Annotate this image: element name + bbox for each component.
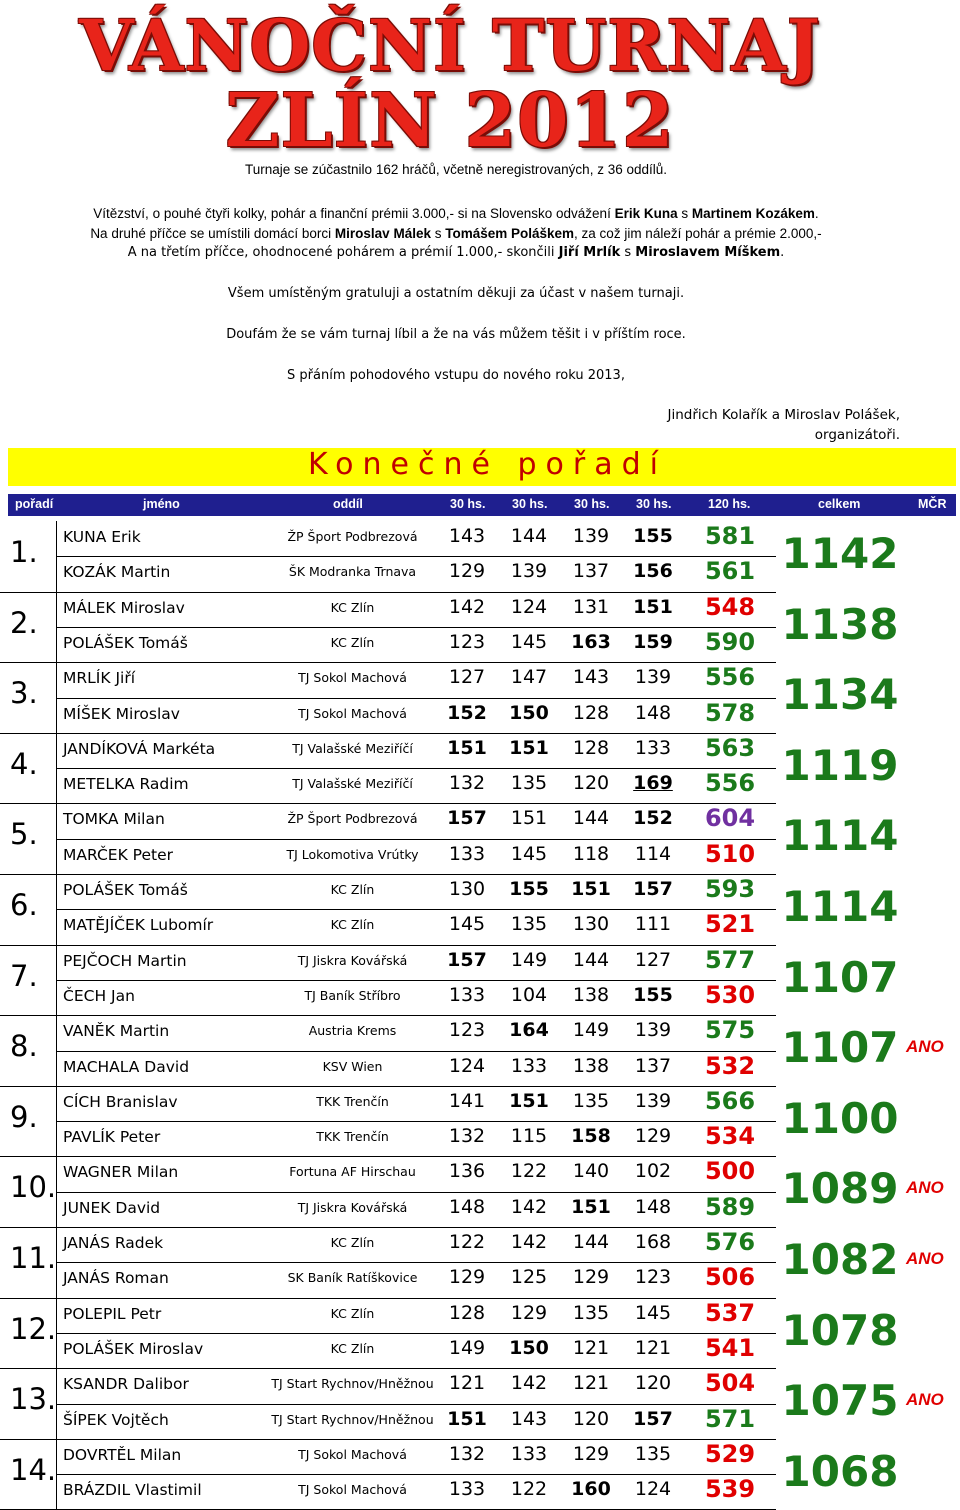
round-score: 148 xyxy=(448,1195,486,1218)
round-score: 135 xyxy=(572,1089,610,1112)
round-score: 142 xyxy=(510,1372,548,1395)
organizers xyxy=(650,405,900,445)
player-total: 504 xyxy=(704,1369,756,1398)
round-score: 122 xyxy=(510,1160,548,1183)
player-total: 534 xyxy=(704,1122,756,1151)
round-score: 128 xyxy=(448,1301,486,1324)
round-score: 141 xyxy=(448,1089,486,1112)
round-score: 144 xyxy=(572,807,610,830)
round-score: 114 xyxy=(634,842,672,865)
player-club: TJ Lokomotiva Vrútky xyxy=(286,846,419,862)
round-score: 144 xyxy=(572,1231,610,1253)
round-score: 128 xyxy=(572,736,610,759)
team-grand-total: 1107 xyxy=(781,1023,899,1073)
round-score: 143 xyxy=(448,525,486,547)
team-rank: 14. xyxy=(10,1452,57,1487)
round-score: 133 xyxy=(448,842,486,865)
player-total: 563 xyxy=(704,733,756,762)
round-score: 115 xyxy=(510,1125,548,1148)
player-name: POLÁŠEK Tomáš xyxy=(63,881,188,899)
round-score: 131 xyxy=(572,595,610,618)
player-total: 530 xyxy=(704,980,756,1009)
player-name: MATĚJÍČEK Lubomír xyxy=(63,916,214,935)
round-score: 139 xyxy=(510,560,548,583)
intro-line-6: Doufám že se vám turnaj líbil a že na vás můžem těšit i v příštím roce. xyxy=(226,327,686,342)
round-score: 129 xyxy=(510,1301,548,1324)
team-rank: 7. xyxy=(10,958,38,993)
team-rank: 5. xyxy=(10,817,38,852)
team-grand-total: 1078 xyxy=(781,1305,899,1355)
round-score: 132 xyxy=(448,1442,486,1465)
team-grand-total: 1068 xyxy=(781,1446,899,1496)
round-score: 144 xyxy=(510,525,548,547)
player-club: KC Zlín xyxy=(330,599,375,615)
team-divider xyxy=(0,874,776,875)
round-score: 120 xyxy=(634,1372,672,1395)
intro-line-3: Na druhé příčce se umístili domácí borci Miroslav Málek s Tomášem Poláškem, za což jim náleží pohár a prémie 2.000,- xyxy=(90,226,822,241)
player-name: POLÁŠEK Tomáš xyxy=(63,633,188,652)
header-round-4: 30 hs. xyxy=(636,497,672,511)
player-name: DOVRTĚL Milan xyxy=(63,1445,182,1464)
player-club: ŠK Modranka Trnava xyxy=(288,564,417,580)
player-name: KUNA Erik xyxy=(63,528,141,546)
title-line-1: VÁNOČNÍ TURNAJ xyxy=(79,4,821,87)
header-club: oddíl xyxy=(333,497,363,511)
team-rank: 4. xyxy=(10,746,38,781)
player-name: PEJČOCH Martin xyxy=(63,951,187,970)
player-name: MRLÍK Jiří xyxy=(63,669,135,688)
intro-line-1: Turnaje se zúčastnilo 162 hráčů, včetně neregistrovaných, z 36 oddílů. xyxy=(245,162,667,177)
round-score: 130 xyxy=(448,878,486,900)
team-rank: 3. xyxy=(10,676,38,711)
intro-line-2: Vítězství, o pouhé čtyři kolky, pohár a finanční prémii 3.000,- si na Slovensko odvážení Erik Kuna s Martinem Kozákem. xyxy=(93,206,819,221)
player-club: TJ Sokol Machová xyxy=(298,670,407,686)
header-grand-total: celkem xyxy=(818,497,861,511)
round-score: 135 xyxy=(634,1442,672,1465)
row-divider xyxy=(56,980,776,981)
team-grand-total: 1119 xyxy=(781,740,899,790)
round-score: 111 xyxy=(634,913,672,936)
round-score: 121 xyxy=(572,1372,610,1395)
player-name: MÍŠEK Miroslav xyxy=(63,704,180,723)
team-rank: 11. xyxy=(10,1241,57,1275)
title-line-2: ZLÍN 2012 xyxy=(225,78,675,164)
round-score: 160 xyxy=(571,1478,611,1501)
round-score: 149 xyxy=(510,948,548,971)
player-total: 510 xyxy=(704,839,756,868)
player-club: Austria Krems xyxy=(308,1023,397,1039)
team-divider xyxy=(0,945,776,946)
row-divider xyxy=(56,768,776,769)
player-total: 541 xyxy=(704,1333,756,1362)
row-divider xyxy=(56,1192,776,1193)
round-score: 139 xyxy=(572,525,610,547)
player-total: 578 xyxy=(704,698,756,727)
round-score: 143 xyxy=(572,666,610,689)
round-score: 125 xyxy=(510,1266,548,1289)
player-club: TJ Start Rychnov/Hněžnou xyxy=(271,1411,434,1427)
player-total: 556 xyxy=(704,769,756,798)
round-score: 157 xyxy=(447,807,487,830)
round-score: 129 xyxy=(572,1442,610,1465)
round-score: 137 xyxy=(634,1054,672,1077)
player-name: MARČEK Peter xyxy=(63,845,173,864)
player-name: KOZÁK Martin xyxy=(63,563,171,582)
round-score: 123 xyxy=(634,1266,672,1289)
round-score: 148 xyxy=(634,1195,672,1218)
row-divider xyxy=(56,1051,776,1052)
team-divider xyxy=(0,1439,776,1440)
player-total: 576 xyxy=(704,1228,756,1256)
team-grand-total: 1142 xyxy=(781,529,899,578)
player-club: Fortuna AF Hirschau xyxy=(289,1164,416,1180)
organizers-role: organizátoři. xyxy=(814,427,900,443)
player-name: METELKA Radim xyxy=(63,775,189,794)
player-name: ŠÍPEK Vojtěch xyxy=(63,1410,169,1429)
round-score: 164 xyxy=(509,1019,549,1042)
mcr-flag: ANO xyxy=(906,1037,944,1057)
row-divider xyxy=(56,1404,776,1405)
round-score: 124 xyxy=(448,1054,486,1077)
mcr-flag: ANO xyxy=(906,1390,944,1410)
round-score: 144 xyxy=(572,948,610,971)
team-rank: 10. xyxy=(10,1170,57,1205)
team-grand-total: 1134 xyxy=(781,670,899,720)
intro-line-7: S přáním pohodového vstupu do nového roku 2013, xyxy=(287,368,625,383)
player-club: KC Zlín xyxy=(330,917,375,933)
round-score: 151 xyxy=(571,1195,611,1218)
header-round-2: 30 hs. xyxy=(512,497,548,511)
player-total: 566 xyxy=(704,1086,756,1115)
player-total: 539 xyxy=(704,1475,756,1504)
player-club: KC Zlín xyxy=(330,1235,375,1250)
team-grand-total: 1082 xyxy=(781,1235,899,1284)
mcr-flag: ANO xyxy=(906,1249,944,1268)
player-club: SK Baník Ratíškovice xyxy=(287,1270,418,1286)
player-total: 500 xyxy=(704,1157,756,1186)
round-score: 149 xyxy=(572,1019,610,1042)
player-total: 532 xyxy=(704,1051,756,1080)
player-club: ŽP Šport Podbrezová xyxy=(287,811,418,827)
round-score: 123 xyxy=(448,630,486,653)
team-grand-total: 1138 xyxy=(781,599,899,649)
round-score: 157 xyxy=(447,948,487,971)
round-score: 152 xyxy=(633,807,673,830)
header-name: jméno xyxy=(143,497,180,511)
player-name: ČECH Jan xyxy=(63,986,135,1005)
round-score: 145 xyxy=(510,842,548,865)
mcr-flag: ANO xyxy=(906,1178,944,1198)
round-score: 150 xyxy=(509,701,549,724)
player-name: JANÁS Radek xyxy=(63,1234,164,1252)
round-score: 138 xyxy=(572,983,610,1006)
player-name: POLÁŠEK Miroslav xyxy=(63,1339,204,1358)
player-total: 593 xyxy=(704,875,756,903)
player-club: TJ Jiskra Kovářská xyxy=(297,1199,408,1215)
round-score: 163 xyxy=(571,630,611,653)
row-divider xyxy=(56,1262,776,1263)
player-total: 561 xyxy=(704,557,756,586)
round-score: 151 xyxy=(633,595,673,618)
round-score: 127 xyxy=(634,948,672,971)
round-score: 124 xyxy=(634,1478,672,1501)
team-divider xyxy=(0,1015,776,1016)
round-score: 145 xyxy=(448,913,486,936)
round-score: 139 xyxy=(634,1019,672,1042)
player-name: MÁLEK Miroslav xyxy=(63,598,185,617)
banner-title: Konečné pořadí xyxy=(308,447,667,482)
round-score: 104 xyxy=(510,983,548,1006)
organizers-names: Jindřich Kolařík a Miroslav Polášek, xyxy=(667,407,900,423)
intro-line-5: Všem umístěným gratuluji a ostatním děkuji za účast v našem turnaji. xyxy=(227,286,685,301)
round-score: 124 xyxy=(510,595,548,618)
round-score: 132 xyxy=(448,772,486,795)
player-name: TOMKA Milan xyxy=(63,810,165,829)
round-score: 151 xyxy=(571,878,611,900)
team-grand-total: 1114 xyxy=(781,811,899,861)
player-name: VANĚK Martin xyxy=(63,1022,170,1041)
round-score: 122 xyxy=(448,1231,486,1253)
round-score: 142 xyxy=(510,1195,548,1218)
round-score: 155 xyxy=(633,525,673,547)
team-rank: 2. xyxy=(10,605,38,640)
player-total: 506 xyxy=(704,1263,756,1292)
team-divider xyxy=(0,1227,776,1228)
header-rank: pořadí xyxy=(15,497,54,511)
round-score: 155 xyxy=(633,983,673,1006)
player-name: MACHALA David xyxy=(63,1057,190,1076)
team-grand-total: 1089 xyxy=(781,1164,899,1214)
round-score: 127 xyxy=(448,666,486,689)
team-divider xyxy=(0,1086,776,1087)
player-name: JANÁS Roman xyxy=(63,1269,169,1288)
round-score: 145 xyxy=(510,630,548,653)
round-score: 158 xyxy=(571,1125,611,1148)
round-score: 133 xyxy=(510,1442,548,1465)
round-score: 133 xyxy=(510,1054,548,1077)
team-divider xyxy=(0,733,776,734)
player-club: ŽP Šport Podbrezová xyxy=(287,529,418,544)
row-divider xyxy=(56,839,776,840)
player-club: TKK Trenčín xyxy=(316,1129,389,1145)
round-score: 139 xyxy=(634,666,672,689)
round-score: 150 xyxy=(509,1336,549,1359)
player-name: PAVLÍK Peter xyxy=(63,1128,161,1147)
round-score: 135 xyxy=(510,913,548,936)
round-score: 129 xyxy=(572,1266,610,1289)
team-divider xyxy=(0,803,776,804)
round-score: 157 xyxy=(633,878,673,900)
round-score: 129 xyxy=(448,560,486,583)
team-rank: 9. xyxy=(10,1099,38,1134)
header-mcr: MČR xyxy=(918,497,947,511)
round-score: 137 xyxy=(572,560,610,583)
team-grand-total: 1100 xyxy=(781,1093,899,1143)
round-score: 129 xyxy=(448,1266,486,1289)
team-divider xyxy=(0,662,776,663)
player-total: 556 xyxy=(704,663,756,692)
player-total: 529 xyxy=(704,1439,756,1468)
player-club: TJ Sokol Machová xyxy=(298,1446,407,1462)
player-club: TJ Sokol Machová xyxy=(298,705,407,721)
player-name: JANDÍKOVÁ Markéta xyxy=(63,739,216,758)
row-divider xyxy=(56,1474,776,1475)
player-total: 577 xyxy=(704,945,756,974)
header-total-120: 120 hs. xyxy=(708,497,751,511)
round-score: 151 xyxy=(447,1407,487,1430)
round-score: 159 xyxy=(633,630,673,653)
round-score: 149 xyxy=(448,1336,486,1359)
player-club: TJ Valašské Meziříčí xyxy=(292,740,413,756)
player-total: 581 xyxy=(704,522,756,550)
player-total: 589 xyxy=(704,1192,756,1221)
round-score: 122 xyxy=(510,1478,548,1501)
player-name: CÍCH Branislav xyxy=(63,1092,178,1111)
round-score: 157 xyxy=(633,1407,673,1430)
round-score: 142 xyxy=(448,595,486,618)
header-round-1: 30 hs. xyxy=(450,497,486,511)
row-divider xyxy=(56,698,776,699)
row-divider xyxy=(56,627,776,628)
final-standings-banner xyxy=(8,448,956,486)
round-score: 118 xyxy=(572,842,610,865)
player-club: KC Zlín xyxy=(330,634,375,650)
row-divider xyxy=(56,1121,776,1122)
round-score: 129 xyxy=(634,1125,672,1148)
player-name: BRÁZDIL Vlastimil xyxy=(63,1481,202,1500)
player-total: 548 xyxy=(704,592,756,621)
round-score: 133 xyxy=(448,983,486,1006)
team-grand-total: 1075 xyxy=(781,1376,899,1426)
player-total: 537 xyxy=(704,1298,756,1327)
round-score: 132 xyxy=(448,1125,486,1148)
team-grand-total: 1107 xyxy=(781,952,899,1002)
row-divider xyxy=(56,556,776,557)
round-score: 135 xyxy=(510,772,548,795)
team-divider xyxy=(0,592,776,593)
round-score: 120 xyxy=(572,1407,610,1430)
player-club: TJ Sokol Machová xyxy=(298,1482,407,1498)
player-club: KC Zlín xyxy=(330,1305,375,1321)
round-score: 145 xyxy=(634,1301,672,1324)
round-score: 135 xyxy=(572,1301,610,1324)
player-club: TJ Valašské Meziříčí xyxy=(292,776,413,792)
player-club: TKK Trenčín xyxy=(316,1093,389,1109)
round-score: 139 xyxy=(634,1089,672,1112)
round-score: 151 xyxy=(447,736,487,759)
round-score: 156 xyxy=(633,560,673,583)
team-rank: 12. xyxy=(10,1311,57,1346)
intro-line-4: A na třetím příčce, ohodnocené pohárem a prémií 1.000,- skončili Jiří Mrlík s Miroslavem Míškem. xyxy=(127,245,785,260)
round-score: 102 xyxy=(634,1160,672,1183)
round-score: 151 xyxy=(510,807,548,830)
player-name: JUNEK David xyxy=(63,1198,161,1217)
team-divider xyxy=(0,1156,776,1157)
team-rank: 1. xyxy=(10,535,38,569)
header-round-3: 30 hs. xyxy=(574,497,610,511)
round-score: 169 xyxy=(633,772,673,795)
round-score: 130 xyxy=(572,913,610,936)
round-score: 121 xyxy=(634,1336,672,1359)
player-club: TJ Baník Stříbro xyxy=(304,987,401,1003)
round-score: 133 xyxy=(448,1478,486,1501)
player-club: KSV Wien xyxy=(322,1058,383,1074)
player-total: 575 xyxy=(704,1016,756,1045)
row-divider xyxy=(56,909,776,910)
player-club: KC Zlín xyxy=(330,1340,375,1356)
player-total: 590 xyxy=(704,627,756,656)
round-score: 123 xyxy=(448,1019,486,1042)
player-club: TJ Start Rychnov/Hněžnou xyxy=(271,1376,434,1392)
team-grand-total: 1114 xyxy=(781,882,899,931)
round-score: 121 xyxy=(572,1336,610,1359)
team-rank: 6. xyxy=(10,888,38,922)
round-score: 142 xyxy=(510,1231,548,1253)
player-name: KSANDR Dalibor xyxy=(63,1375,189,1394)
player-total: 521 xyxy=(704,910,756,939)
player-name: POLEPIL Petr xyxy=(63,1304,162,1323)
round-score: 128 xyxy=(572,701,610,724)
round-score: 151 xyxy=(509,1089,549,1112)
table-header xyxy=(8,494,956,516)
player-club: KC Zlín xyxy=(330,882,375,897)
team-divider xyxy=(0,1298,776,1299)
round-score: 152 xyxy=(447,701,487,724)
round-score: 143 xyxy=(510,1407,548,1430)
round-score: 155 xyxy=(509,878,549,900)
round-score: 168 xyxy=(634,1231,672,1253)
team-rank: 13. xyxy=(10,1382,57,1417)
round-score: 148 xyxy=(634,701,672,724)
player-name: WAGNER Milan xyxy=(63,1163,179,1182)
round-score: 147 xyxy=(510,666,548,689)
round-score: 121 xyxy=(448,1372,486,1395)
round-score: 133 xyxy=(634,736,672,759)
round-score: 136 xyxy=(448,1160,486,1183)
team-divider xyxy=(0,1368,776,1369)
player-total: 571 xyxy=(704,1404,756,1433)
player-total: 604 xyxy=(704,804,756,833)
round-score: 120 xyxy=(572,772,610,795)
team-rank: 8. xyxy=(10,1029,38,1064)
row-divider xyxy=(56,1333,776,1334)
player-club: TJ Jiskra Kovářská xyxy=(297,952,408,968)
round-score: 138 xyxy=(572,1054,610,1077)
round-score: 140 xyxy=(572,1160,610,1183)
round-score: 151 xyxy=(509,736,549,759)
